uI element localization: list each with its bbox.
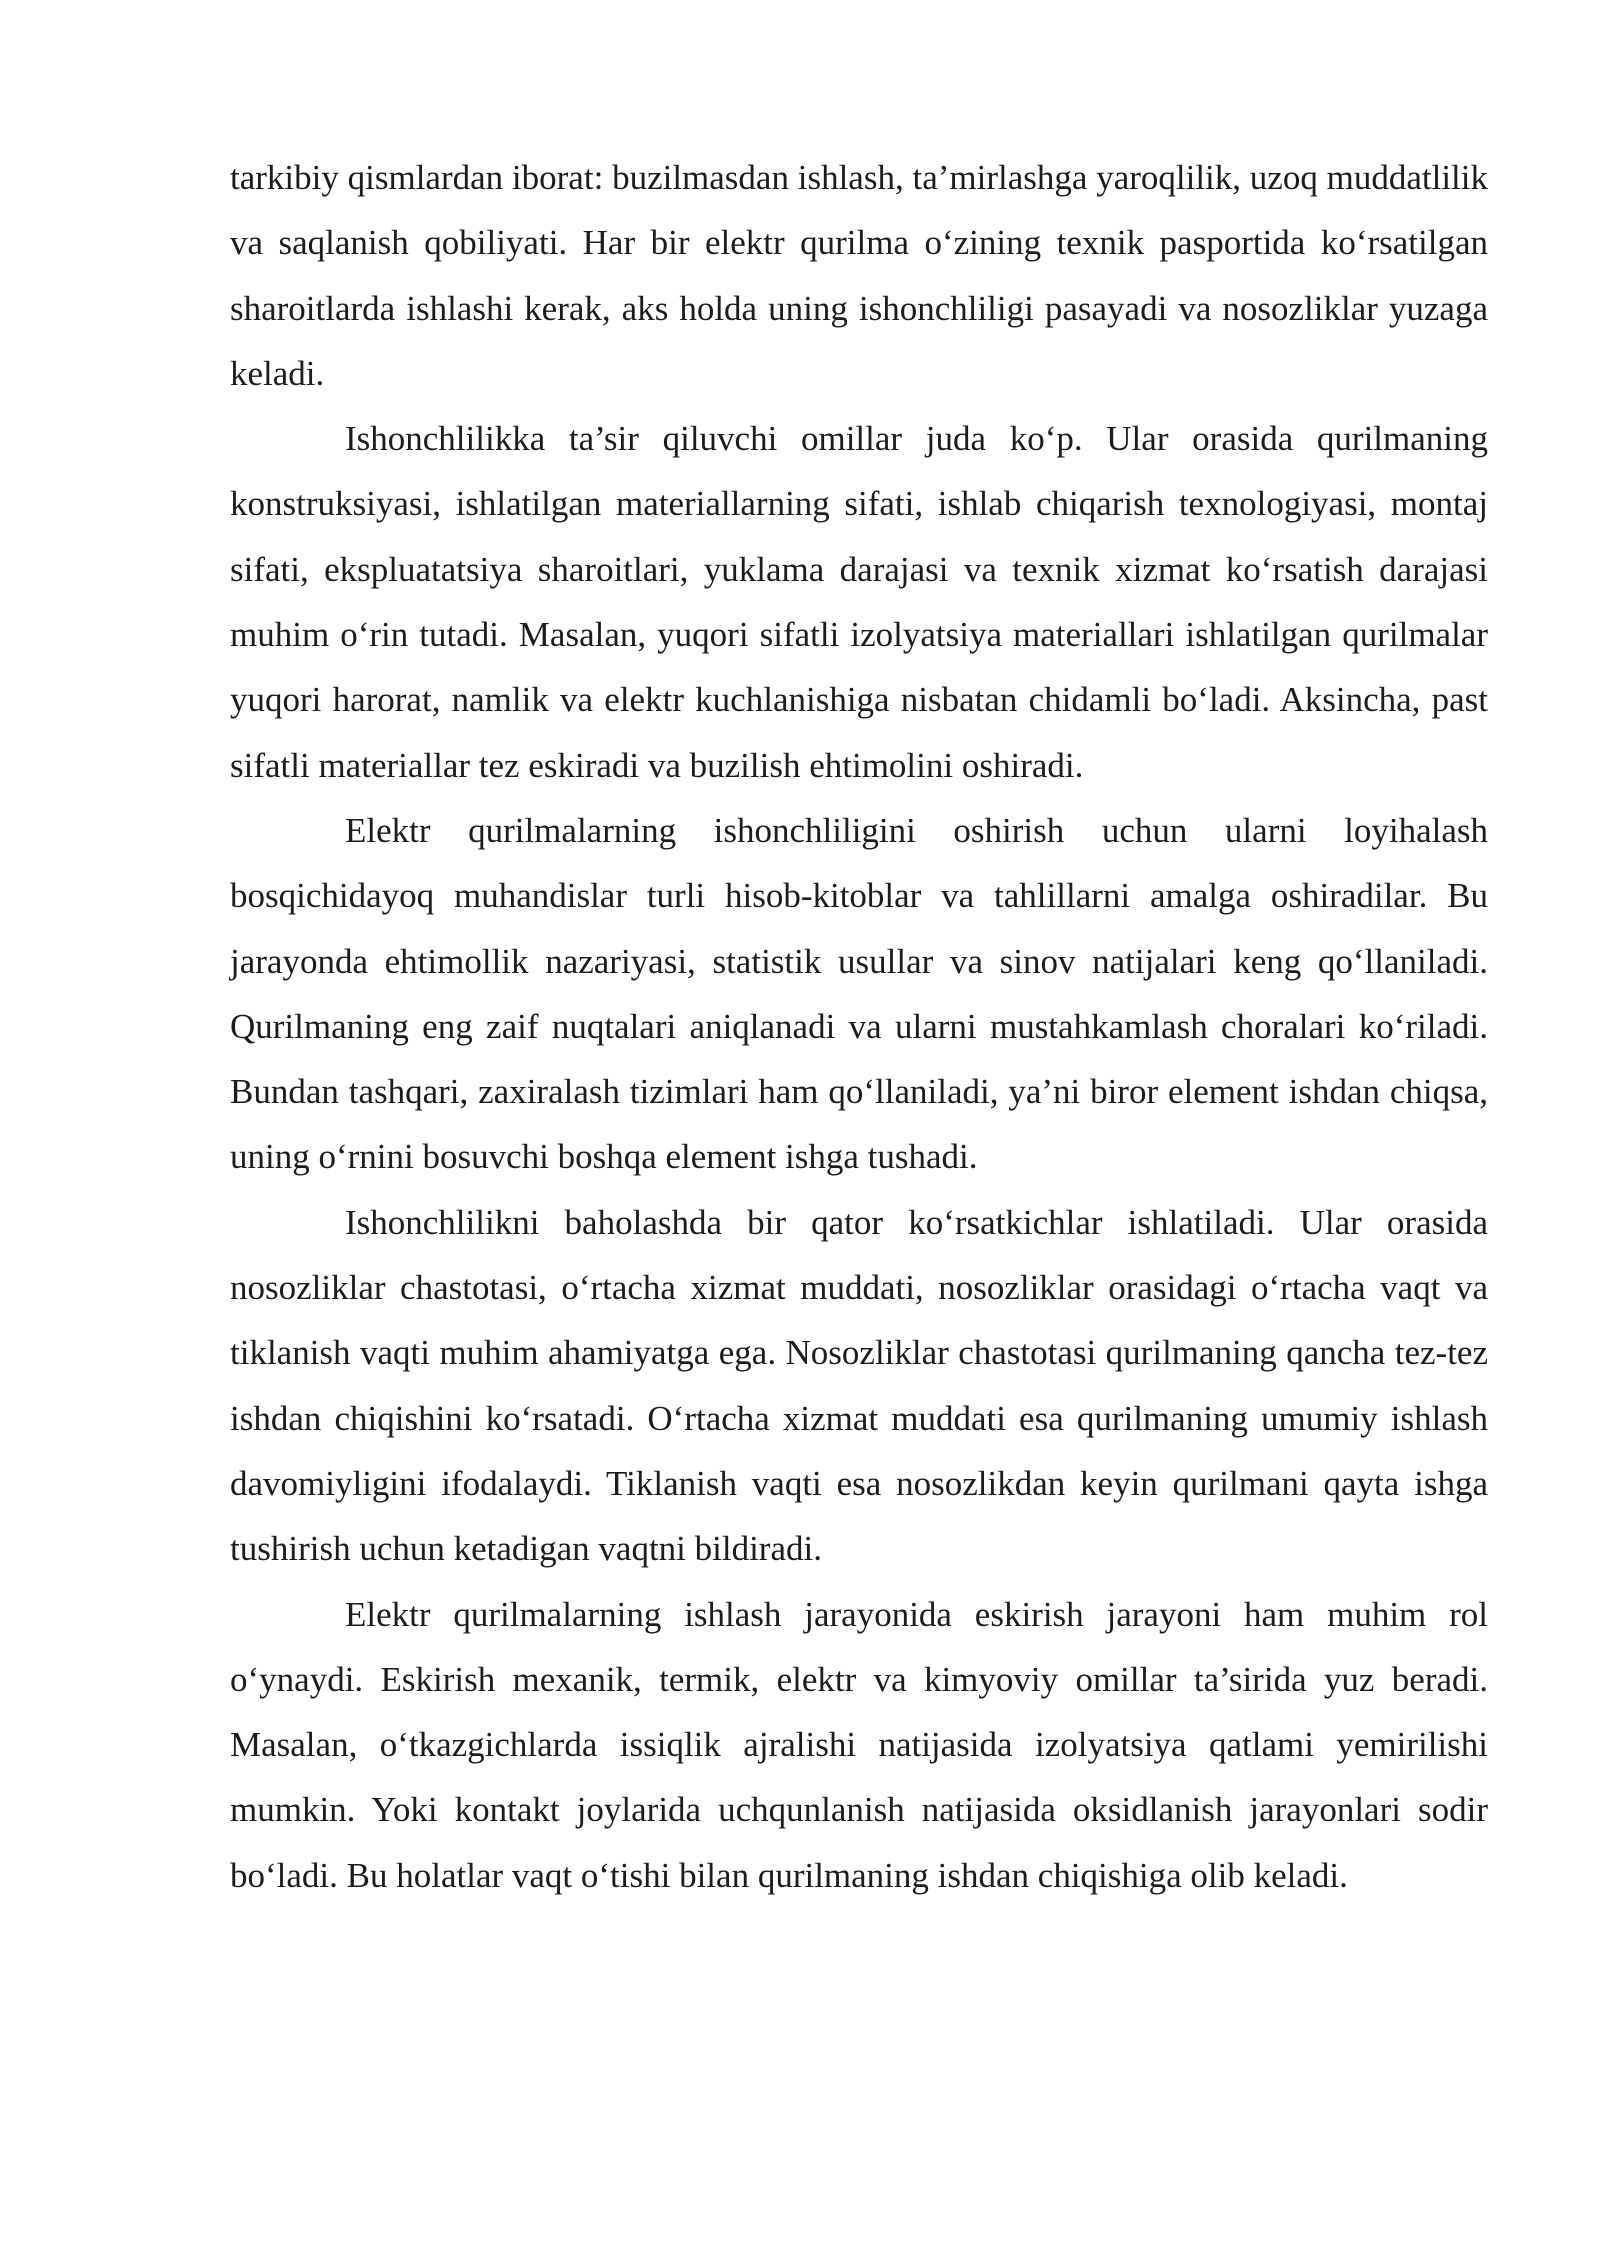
paragraph-design-stage: Elektr qurilmalarning ishonchliligini oshirish uchun ularni loyihalash bosqichidayoq muhandislar turli hisob-kitoblar va tahlillarni amalga oshiradilar. Bu jarayonda ehtimollik nazariyasi, statistik usullar va sinov natijalari keng qo‘llaniladi. Qurilmaning eng zaif nuqtalari aniqlanadi va ularni mustahkamlash choralari ko‘riladi. Bundan tashqari, zaxiralash tizimlari ham qo‘llaniladi, ya’ni biror element ishdan chiqsa, uning o‘rnini bosuvchi boshqa element ishga tushadi.: [230, 810, 1488, 1177]
paragraph-continuation: tarkibiy qismlardan iborat: buzilmasdan ishlash, ta’mirlashga yaroqlilik, uzoq muddatlilik va saqlanish qobiliyati. Har bir elektr qurilma o‘zining texnik pasportida ko‘rsatilgan sharoitlarda ishlashi kerak, aks holda uning ishonchliligi pasayadi va nosozliklar yuzaga keladi.: [230, 158, 1488, 393]
paragraph-wear-process: Elektr qurilmalarning ishlash jarayonida eskirish jarayoni ham muhim rol o‘ynaydi. Eskirish mexanik, termik, elektr va kimyoviy omillar ta’sirida yuz beradi. Masalan, o‘tkazgichlarda issiqlik ajralishi natijasida izolyatsiya qatlami yemirilishi mumkin. Yoki kontakt joylarida uchqunlanish natijasida oksidlanish jarayonlari sodir bo‘ladi. Bu holatlar vaqt o‘tishi bilan qurilmaning ishdan chiqishiga olib keladi.: [230, 1594, 1488, 1895]
paragraph-reliability-indicators: Ishonchlilikni baholashda bir qator ko‘rsatkichlar ishlatiladi. Ular orasida nosozliklar chastotasi, o‘rtacha xizmat muddati, nosozliklar orasidagi o‘rtacha vaqt va tiklanish vaqti muhim ahamiyatga ega. Nosozliklar chastotasi qurilmaning qancha tez-tez ishdan chiqishini ko‘rsatadi. O‘rtacha xizmat muddati esa qurilmaning umumiy ishlash davomiyligini ifodalaydi. Tiklanish vaqti esa nosozlikdan keyin qurilmani qayta ishga tushirish uchun ketadigan vaqtni bildiradi.: [230, 1202, 1488, 1569]
paragraph-reliability-factors: Ishonchlilikka ta’sir qiluvchi omillar juda ko‘p. Ular orasida qurilmaning konstruksiyasi, ishlatilgan materiallarning sifati, ishlab chiqarish texnologiyasi, montaj sifati, ekspluatatsiya sharoitlari, yuklama darajasi va texnik xizmat ko‘rsatish darajasi muhim o‘rin tutadi. Masalan, yuqori sifatli izolyatsiya materiallari ishlatilgan qurilmalar yuqori harorat, namlik va elektr kuchlanishiga nisbatan chidamli bo‘ladi. Aksincha, past sifatli materiallar tez eskiradi va buzilish ehtimolini oshiradi.: [230, 419, 1488, 785]
document-body: [230, 145, 1488, 1908]
